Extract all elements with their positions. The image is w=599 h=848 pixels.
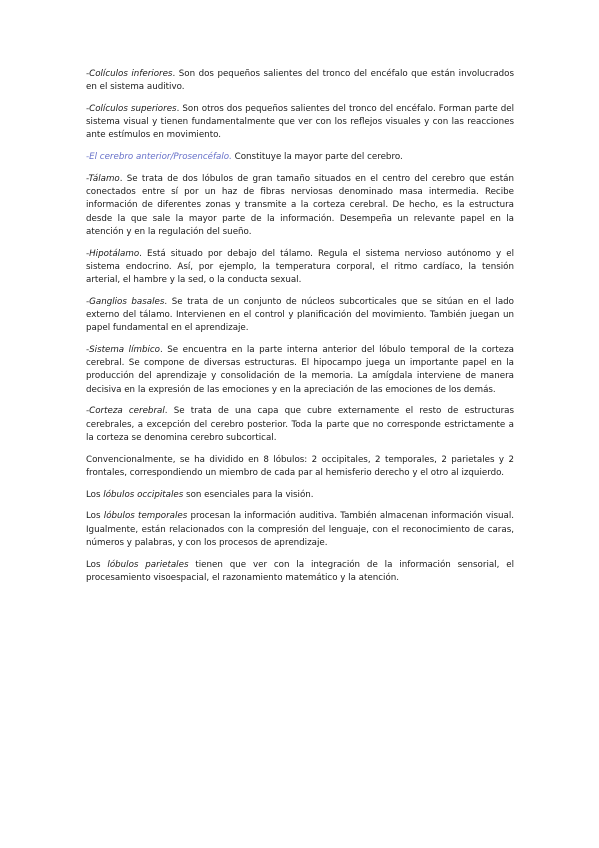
paragraph-cerebro-anterior <box>86 151 514 164</box>
paragraph-coliculos-inferiores <box>86 68 514 94</box>
term-lobulos-parietales: lóbulos parietales <box>107 559 189 570</box>
term-lobulos-temporales: lóbulos temporales <box>103 511 188 522</box>
paragraph-text: tienen que ver con la integración de la información sensorial, el procesamiento visoespacial, el razonamiento matemático y la atención. <box>86 559 514 583</box>
paragraph-coliculos-superiores <box>86 103 514 143</box>
paragraph-text: . Se trata de dos lóbulos de gran tamaño situados en el centro del cerebro que están conectados entre sí por un haz de fibras nerviosas denominado masa intermedia. Recibe información de diferentes zonas y transmite a la corteza cerebral. De hecho, es la estructura desde la que sale la mayor parte de la información. Desempeña un relevante papel en la atención y en la regulación del sueño. <box>86 174 514 237</box>
paragraph-lobulos-occipitales <box>86 489 514 502</box>
paragraph-text: procesan la información auditiva. También almacenan información visual. Igualmente, están relacionados con la compresión del lenguaje, con el reconocimiento de caras, números y palabras, y con los procesos de aprendizaje. <box>86 511 514 548</box>
paragraph-talamo <box>86 173 514 239</box>
term-talamo: -Tálamo <box>86 174 120 184</box>
paragraph-text: Convencionalmente, se ha dividido en 8 lóbulos: 2 occipitales, 2 temporales, 2 parietales y 2 frontales, correspondiendo un miembro de cada par al hemisferio derecho y el otro al izquierdo. <box>86 454 514 478</box>
paragraph-text: . Se trata de un conjunto de núcleos subcorticales que se sitúan en el lado externo del tálamo. Intervienen en el control y planificación del movimiento. También juegan un papel fundamental en el aprendizaje. <box>86 296 515 334</box>
paragraph-text: son esenciales para la visión. <box>183 489 314 500</box>
paragraph-lead: Los <box>86 559 108 570</box>
term-hipotalamo: -Hipotálamo <box>86 248 140 259</box>
paragraph-text: Constituye la mayor parte del cerebro. <box>231 152 403 163</box>
term-coliculos-superiores: -Colículos superiores <box>86 104 177 114</box>
paragraph-lead: Los <box>86 489 104 500</box>
paragraph-text: . Son dos pequeños salientes del tronco del encéfalo que están involucrados en el sistema auditivo. <box>86 69 514 93</box>
paragraph-text: . Está situado por debajo del tálamo. Regula el sistema nervioso autónomo y el sistema endocrino. Así, por ejemplo, la temperatura corporal, el ritmo cardíaco, la tensión arterial, el hambre y la sed, o la conducta sexual. <box>86 248 514 286</box>
term-coliculos-inferiores: -Colículos inferiores <box>86 69 173 79</box>
paragraph-lobulos-temporales <box>86 510 514 550</box>
paragraph-ganglios-basales <box>86 296 514 336</box>
document-body <box>86 68 514 594</box>
paragraph-text: . Se encuentra en la parte interna anterior del lóbulo temporal de la corteza cerebral. Se compone de diversas estructuras. El hipocampo juega un importante papel en la producción del aprendizaje y consolidación de la memoria. La amígdala interviene de manera decisiva en la expresión de las emociones y en la apreciación de las emociones de los demás. <box>86 345 514 395</box>
paragraph-lobulos-division <box>86 454 514 480</box>
term-ganglios-basales: -Ganglios basales <box>86 296 165 307</box>
paragraph-text: . Son otros dos pequeños salientes del tronco del encéfalo. Forman parte del sistema visual y tienen fundamentalmente que ver con los reflejos visuales y con las reacciones ante estímulos en movimiento. <box>86 104 515 141</box>
term-lobulos-occipitales: lóbulos occipitales <box>103 489 184 500</box>
paragraph-text: . Se trata de una capa que cubre externamente el resto de estructuras cerebrales, a excepción del cerebro posterior. Toda la parte que no corresponde estrictamente a la corteza se denomina cerebro subcortical. <box>86 406 514 443</box>
paragraph-lead: Los <box>86 511 104 522</box>
term-corteza-cerebral: -Corteza cerebral <box>86 406 165 417</box>
term-cerebro-anterior: -El cerebro anterior/Prosencéfalo. <box>86 152 232 163</box>
paragraph-hipotalamo <box>86 248 514 288</box>
term-sistema-limbico: -Sistema límbico <box>86 345 160 356</box>
paragraph-corteza-cerebral <box>86 405 514 445</box>
paragraph-sistema-limbico <box>86 344 514 397</box>
paragraph-lobulos-parietales <box>86 559 514 585</box>
